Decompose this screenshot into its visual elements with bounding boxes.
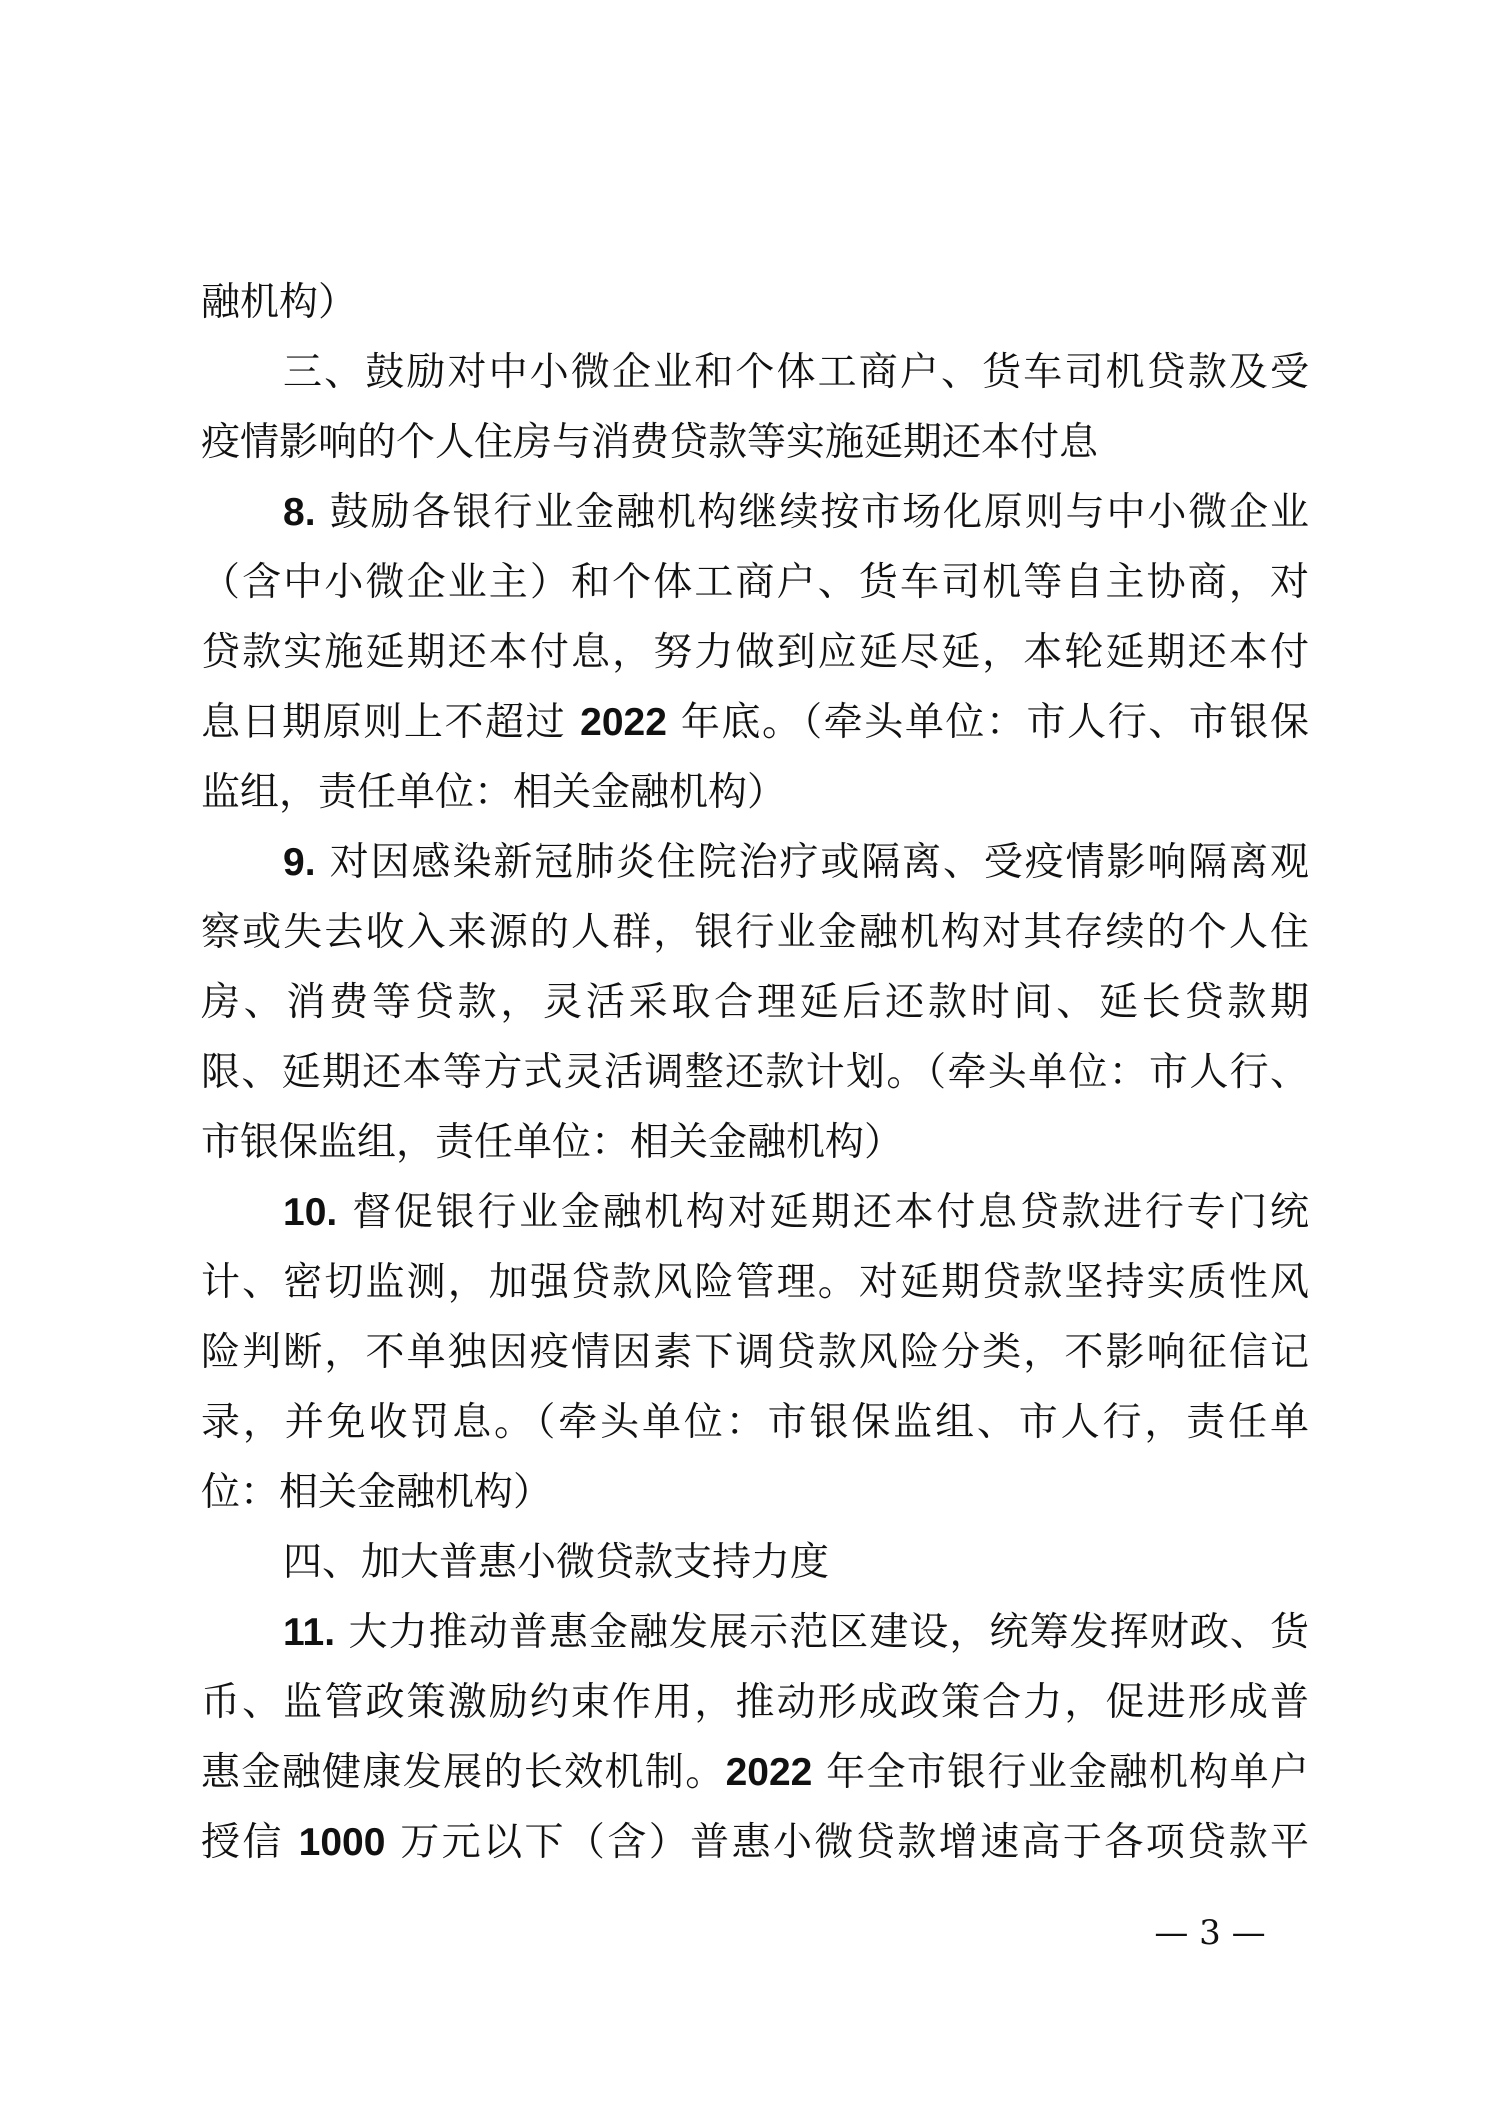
line-number-text: 11.	[283, 1611, 336, 1654]
line-number-text: 2022	[725, 1751, 813, 1794]
line-number-text: 1000	[298, 1821, 386, 1864]
line-text: 万元以下（含）普惠小微贷款增速高于各项贷款平	[385, 1820, 1309, 1865]
line-number-text: 2022	[580, 701, 667, 744]
line-text: 年底。（牵头单位：市人行、市银保	[666, 700, 1309, 745]
text-line	[201, 1318, 1309, 1388]
text-line	[201, 1528, 1309, 1598]
line-text: 币、监管政策激励约束作用，推动形成政策合力，促进形成普	[201, 1680, 1309, 1725]
text-line	[201, 548, 1309, 618]
line-text: 融机构）	[201, 280, 358, 325]
line-text: 录，并免收罚息。（牵头单位：市银保监组、市人行，责任单	[201, 1400, 1309, 1445]
text-line	[201, 1598, 1309, 1668]
line-text: 四、加大普惠小微贷款支持力度	[283, 1540, 830, 1585]
line-text-prefix: 息日期原则上不超过	[201, 700, 581, 745]
text-line	[201, 1738, 1309, 1808]
line-text: 年全市银行业金融机构单户	[812, 1750, 1309, 1795]
text-line	[201, 688, 1309, 758]
line-text: 计、密切监测，加强贷款风险管理。对延期贷款坚持实质性风	[201, 1260, 1309, 1305]
line-text: 督促银行业金融机构对延期还本付息贷款进行专门统	[337, 1190, 1309, 1235]
line-text: 房、消费等贷款，灵活采取合理延后还款时间、延长贷款期	[201, 980, 1309, 1025]
line-number-text: 9.	[283, 841, 316, 884]
text-line	[201, 618, 1309, 688]
text-line	[201, 968, 1309, 1038]
line-number-text: 8.	[283, 491, 316, 534]
text-line	[201, 268, 1309, 338]
text-line	[201, 758, 1309, 828]
page-number: — 3 —	[1154, 1913, 1266, 1953]
line-text: 市银保监组，责任单位：相关金融机构）	[201, 1120, 904, 1165]
line-text: （含中小微企业主）和个体工商户、货车司机等自主协商，对	[201, 560, 1309, 605]
text-line	[201, 1108, 1309, 1178]
document-body	[201, 268, 1309, 1878]
line-text: 察或失去收入来源的人群，银行业金融机构对其存续的个人住	[201, 910, 1309, 955]
line-text: 鼓励各银行业金融机构继续按市场化原则与中小微企业	[315, 490, 1309, 535]
text-line	[201, 1248, 1309, 1318]
line-text: 贷款实施延期还本付息，努力做到应延尽延，本轮延期还本付	[201, 630, 1309, 675]
text-line	[201, 478, 1309, 548]
line-text: 位：相关金融机构）	[201, 1470, 553, 1515]
text-line	[201, 1668, 1309, 1738]
text-line	[201, 1178, 1309, 1248]
line-text: 险判断，不单独因疫情因素下调贷款风险分类，不影响征信记	[201, 1330, 1309, 1375]
text-line	[201, 1388, 1309, 1458]
text-line	[201, 1808, 1309, 1878]
line-text: 三、鼓励对中小微企业和个体工商户、货车司机贷款及受	[283, 350, 1309, 395]
line-text: 疫情影响的个人住房与消费贷款等实施延期还本付息	[201, 420, 1099, 465]
text-line	[201, 898, 1309, 968]
line-text: 对因感染新冠肺炎住院治疗或隔离、受疫情影响隔离观	[315, 840, 1309, 885]
text-line	[201, 338, 1309, 408]
line-text: 监组，责任单位：相关金融机构）	[201, 770, 787, 815]
text-line	[201, 1038, 1309, 1108]
line-number-text: 10.	[283, 1191, 338, 1234]
line-text-prefix: 授信	[201, 1820, 299, 1865]
line-text-prefix: 惠金融健康发展的长效机制。	[201, 1750, 726, 1795]
text-line	[201, 828, 1309, 898]
text-line	[201, 1458, 1309, 1528]
text-line	[201, 408, 1309, 478]
line-text: 大力推动普惠金融发展示范区建设，统筹发挥财政、货	[335, 1610, 1309, 1655]
line-text: 限、延期还本等方式灵活调整还款计划。（牵头单位：市人行、	[201, 1050, 1309, 1095]
